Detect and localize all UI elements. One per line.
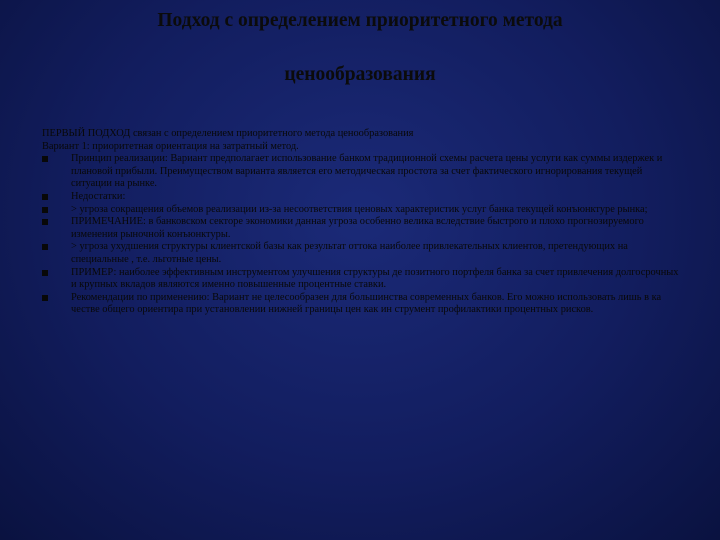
square-bullet-icon (42, 207, 48, 213)
square-bullet-icon (42, 295, 48, 301)
bullet-text: Принцип реализации: Вариант предполагает использование банком традиционной схемы расчета цены услуги как суммы издержек и плановой прибыли. Преимуществом варианта является его методическая простота за счет фактического игнорирования текущей ситуации на рынке. (71, 153, 663, 190)
bullet-item-example (42, 267, 682, 292)
bullet-text: Недостатки: (71, 190, 126, 202)
slide-body (42, 128, 682, 317)
title-line-2: ценообразования (284, 64, 436, 85)
bullet-item-recommendations (42, 292, 682, 317)
bullet-list (42, 153, 682, 317)
bullet-text: > угроза ухудшения структуры клиентской базы как результат оттока наиболее привлекательных клиентов, претендующих на специальные , т.е. льготные цены. (71, 241, 628, 265)
bullet-text: ПРИМЕЧАНИЕ: в банковском секторе экономики данная угроза особенно велика вследствие быстрого и плохо прогнозируемого изменения рыночной конъюнктуры. (71, 216, 644, 240)
bullet-item-principle (42, 153, 682, 191)
square-bullet-icon (42, 244, 48, 250)
bullet-item-drawbacks (42, 191, 682, 204)
bullet-item-threat-clients (42, 241, 682, 266)
bullet-text: > угроза сокращения объемов реализации из-за несоответствия ценовых характеристик услуг банка текущей конъюнктуре рынка; (71, 203, 648, 215)
variant-text: Вариант 1: приоритетная ориентация на затратный метод. (42, 140, 299, 152)
square-bullet-icon (42, 219, 48, 225)
bullet-text: ПРИМЕР: наиболее эффективным инструментом улучшения структуры де позитного портфеля банка за счет привлечения долгосрочных и крупных вкладов являются именно повышенные процентные ставки. (71, 266, 679, 291)
square-bullet-icon (42, 270, 48, 276)
bullet-item-threat-volume (42, 204, 682, 217)
slide-title (60, 6, 660, 88)
square-bullet-icon (42, 156, 48, 162)
intro-text: ПЕРВЫЙ ПОДХОД связан с определением приоритетного метода ценообразования (42, 128, 414, 139)
title-line-1: Подход с определением приоритетного метода (157, 10, 563, 31)
square-bullet-icon (42, 194, 48, 200)
bullet-item-note (42, 216, 682, 241)
bullet-text: Рекомендации по применению: Вариант не целесообразен для большинства современных банков. Его можно использовать лишь в ка честве общего ориентира при установлении нижней границы цен как ин струмент профилактики процентных рисков. (71, 291, 662, 316)
